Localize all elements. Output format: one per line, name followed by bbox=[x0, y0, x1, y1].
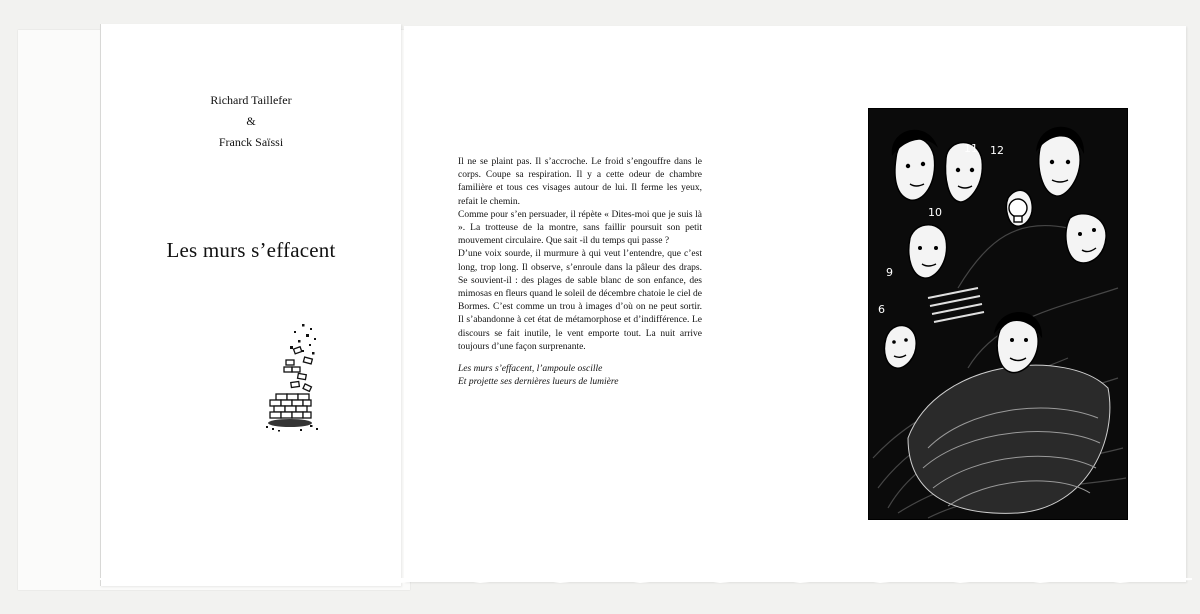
paragraph: Il ne se plaint pas. Il s’accroche. Le froid s’engouffre dans le corps. Coupe sa respiration. Il y a cette odeur de chambre familière et tous ces visages autour de lui. Il ferme les yeux, refait le chemin. bbox=[458, 157, 702, 207]
author-name: Richard Taillefer bbox=[210, 93, 292, 107]
text-and-illustration-spread bbox=[404, 26, 1186, 582]
book-title: Les murs s’effacent bbox=[166, 238, 336, 262]
clock-number: 6 bbox=[878, 303, 885, 316]
poem-verse bbox=[458, 363, 702, 389]
crumbling-brick-wall-icon bbox=[264, 322, 324, 439]
clock-number: 12 bbox=[990, 144, 1004, 157]
clock-number: 11 bbox=[964, 142, 978, 155]
clock-number: 10 bbox=[928, 206, 942, 219]
story-text bbox=[458, 156, 702, 389]
cover-page bbox=[100, 24, 401, 586]
paragraph: D’une voix sourde, il murmure à qui veut l’entendre, que c’est long, trop long. Il observe, s’enroule dans la pâleur des draps. Se souvient-il : des plages de sable blanc de son enfance, des mimosas en fleurs quand le soleil de décembre chatoie le ciel de Bormes. C’est comme un trou à images d’où on ne peut sortir. Il s’abandonne à cet état de métamorphose et d’indifférence. Le discours se fait inutile, le vent emporte tout. La nuit arrive toujours d’une façon surprenante. bbox=[458, 249, 703, 352]
ink-illustration bbox=[868, 108, 1128, 525]
paragraph: Comme pour s’en persuader, il répète « Dites-moi que je suis là ». La trotteuse de la montre, sans faillir poursuit son petit mouvement circulaire. Que sait -il du temps qui passe ? bbox=[458, 209, 702, 247]
author-name: Franck Saïssi bbox=[218, 135, 284, 149]
deckle-edge bbox=[100, 578, 1192, 588]
ampersand: & bbox=[246, 114, 256, 128]
poem-line: Et projette ses dernières lueurs de lumière bbox=[458, 377, 619, 388]
poem-line: Les murs s’effacent, l’ampoule oscille bbox=[458, 364, 603, 375]
clock-number: 9 bbox=[886, 266, 893, 279]
authors-block bbox=[101, 90, 401, 153]
